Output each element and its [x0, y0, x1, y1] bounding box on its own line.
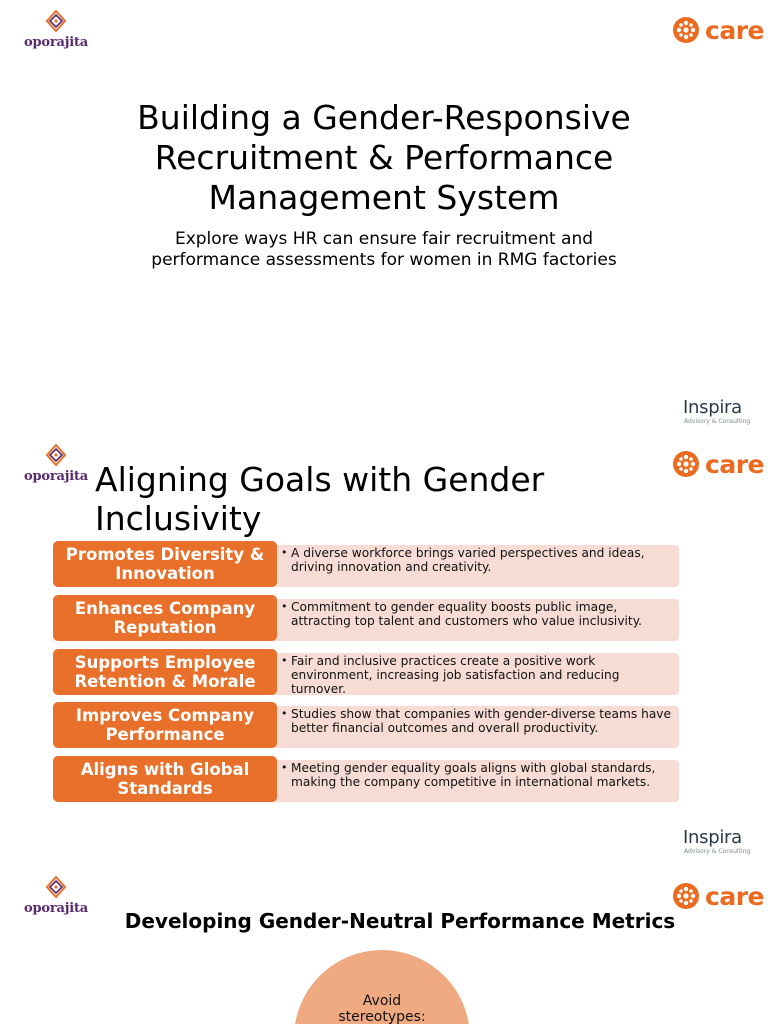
care-wordmark: care — [705, 881, 764, 911]
inspira-wordmark: Inspira — [683, 397, 742, 418]
oporajita-wordmark: oporajita — [24, 901, 88, 916]
slide-1-title: Building a Gender-Responsive Recruitment & Performance Management System — [137, 98, 631, 217]
slide-3-title: Developing Gender-Neutral Performance Metrics — [124, 909, 676, 933]
lotus-icon — [45, 876, 67, 900]
care-wordmark: care — [705, 449, 764, 479]
oporajita-wordmark: oporajita — [24, 469, 88, 484]
bullet-icon: • — [281, 600, 288, 613]
care-emblem-icon — [670, 14, 702, 46]
inspira-tagline: Advisory & Consulting — [684, 848, 751, 855]
slide-2-title: Aligning Goals with Gender Inclusivity — [95, 460, 545, 538]
inspira-wordmark: Inspira — [683, 827, 742, 848]
goal-description: • A diverse workforce brings varied perspectives and ideas, driving innovation and creativity. — [269, 545, 679, 587]
oporajita-logo — [20, 444, 92, 484]
goal-label: Aligns with Global Standards — [53, 756, 277, 802]
care-logo — [670, 14, 764, 46]
goal-description: • Fair and inclusive practices create a positive work environment, increasing job satisfaction and reducing turnover. — [269, 653, 679, 695]
lotus-icon — [45, 10, 67, 34]
slide-1-subtitle: Explore ways HR can ensure fair recruitment and performance assessments for women in RMG factories — [151, 229, 617, 270]
goal-row — [53, 649, 679, 695]
goal-label: Enhances Company Reputation — [53, 595, 277, 641]
bullet-icon: • — [281, 546, 288, 559]
goal-description: • Studies show that companies with gender-diverse teams have better financial outcomes and overall productivity. — [269, 706, 679, 748]
goal-row — [53, 595, 679, 641]
care-logo — [670, 448, 764, 480]
goal-row — [53, 702, 679, 748]
slide-2 — [0, 432, 768, 864]
oporajita-logo — [20, 10, 92, 50]
goal-row — [53, 756, 679, 802]
bullet-icon: • — [281, 761, 288, 774]
slide-3 — [0, 864, 768, 1024]
goal-label: Promotes Diversity & Innovation — [53, 541, 277, 587]
inspira-tagline: Advisory & Consulting — [684, 418, 751, 425]
goal-label: Improves Company Performance — [53, 702, 277, 748]
care-emblem-icon — [670, 448, 702, 480]
goal-label: Supports Employee Retention & Morale — [53, 649, 277, 695]
goal-description: • Meeting gender equality goals aligns with global standards, making the company competitive in international markets. — [269, 760, 679, 802]
inspira-logo — [683, 828, 750, 855]
care-wordmark: care — [705, 15, 764, 45]
bullet-icon: • — [281, 707, 288, 720]
oporajita-wordmark: oporajita — [24, 35, 88, 50]
lotus-icon — [45, 444, 67, 468]
circle-label: Avoid stereotypes: — [338, 993, 426, 1024]
goal-row — [53, 541, 679, 587]
bullet-icon: • — [281, 654, 288, 667]
inspira-logo — [683, 398, 750, 425]
slide-1 — [0, 0, 768, 432]
goal-description: • Commitment to gender equality boosts public image, attracting top talent and customers who value inclusivity. — [269, 599, 679, 641]
